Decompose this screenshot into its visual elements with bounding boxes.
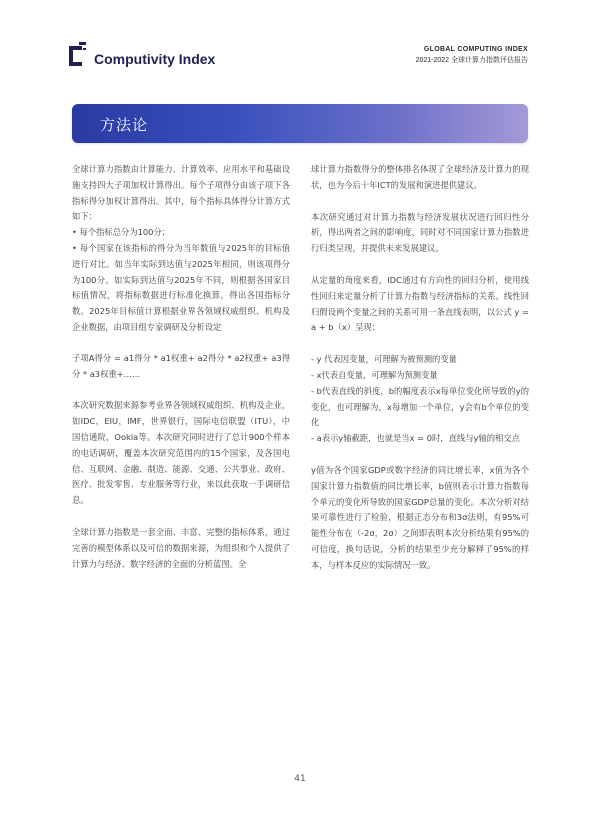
report-subtitle: 2021-2022 全球计算力指数评估报告 — [415, 57, 528, 64]
paragraph: 全球计算力指数由计算能力、计算效率、应用水平和基础设施支持四大子项加权计算得出。每个子项得分由该子项下各指标得分加权计算得出。其中，每个指标具体得分计算方式如下： — [72, 164, 290, 222]
page-number: 41 — [294, 774, 306, 784]
logo-c-icon — [66, 42, 88, 70]
section-banner — [72, 104, 528, 143]
definition-item: - a表示y轴截距，也就是当x = 0时，直线与y轴的相交点 — [311, 433, 520, 444]
report-title: GLOBAL COMPUTING INDEX — [423, 46, 528, 53]
left-column — [72, 162, 290, 572]
paragraph: 本次研究数据来源参考业界各领域权威组织、机构及企业，如IDC，EIU，IMF，世界银行，国际电信联盟（ITU），中国信通院，Ookla等。本次研究同时进行了总计900个样本的电话调研，覆盖本次研究范围内的15个国家，及各国电信、互联网、金融、制造、能源、交通、公共事业、政府、医疗、批发零售、专业服务等行业，来以此获取一手调研信息。 — [72, 400, 290, 506]
paragraph: y值为各个国家GDP或数字经济的同比增长率，x值为各个国家计算力指数值的同比增长率，b值则表示计算力指数每个单元的变化所导致的国家GDP总量的变化。本次分析对结果可靠性进行了检验，根据正态分布和3σ法则，有95%可能性分布在（-2σ，2σ）之间即表明本次分析结果有95%的可信度，换句话说，分析的结果至少充分解释了95%的样本，与样本反应的实际情况一致。 — [311, 464, 529, 570]
paragraph: 从定量的角度来看，IDC通过有方向性的回归分析，使用线性回归来定量分析了计算力指数与经济指标的关系。线性回归假设两个变量之间的关系可用一条直线表明，以公式 y = a + b（x）呈现： — [311, 274, 529, 333]
logo-text: Computivity Index — [94, 51, 216, 67]
definition-item: - x代表自变量，可理解为预测变量 — [311, 369, 438, 380]
report-header — [416, 44, 528, 66]
section-title: 方法论 — [100, 116, 149, 134]
computivity-index-logo — [66, 40, 216, 74]
paragraph: 球计算力指数得分的整体排名体现了全球经济及计算力的现状，也为今后十年ICT的发展和演进提供建议。 — [311, 164, 529, 190]
right-column — [311, 162, 529, 574]
bullet-list — [72, 225, 290, 336]
paragraph: 本次研究通过对计算力指数与经济发展状况进行回归性分析，得出两者之间的影响度，同时对不同国家计算力指数进行归类呈现，并提供未来发展建议。 — [311, 211, 529, 254]
bullet-item: • 每个国家在该指标的得分为当年数值与2025年的目标值进行对比。如当年实际到达值与2025年相同，则该项得分为100分。如实际到达值与2025年不同，则根据各国家目标值情况，将指标数据进行标准化换算，得出各国指标分数。2025年目标值计算根据业界各领域权威组织、机构及企业数据，由项目组专家调研及分析设定 — [72, 242, 290, 332]
definition-item: - y 代表因变量，可理解为被预测的变量 — [311, 354, 457, 365]
paragraph: 全球计算力指数是一套全面、丰富、完整的指标体系，通过完善的模型体系以及可信的数据来源，为组织和个人提供了计算力与经济、数字经济的全面的分析蓝图。全 — [72, 526, 290, 569]
bullet-item: • 每个指标总分为100分； — [72, 227, 171, 238]
definition-item: - b代表直线的斜度，b的幅度表示x每单位变化所导致的y的变化，也可理解为，x每增加一个单位，y会有b个单位的变化 — [311, 385, 529, 428]
formula: 子项A得分 = a1得分 * a1权重+ a2得分 * a2权重+ a3得分 * a3权重+…… — [72, 352, 290, 379]
definition-list — [311, 352, 529, 447]
